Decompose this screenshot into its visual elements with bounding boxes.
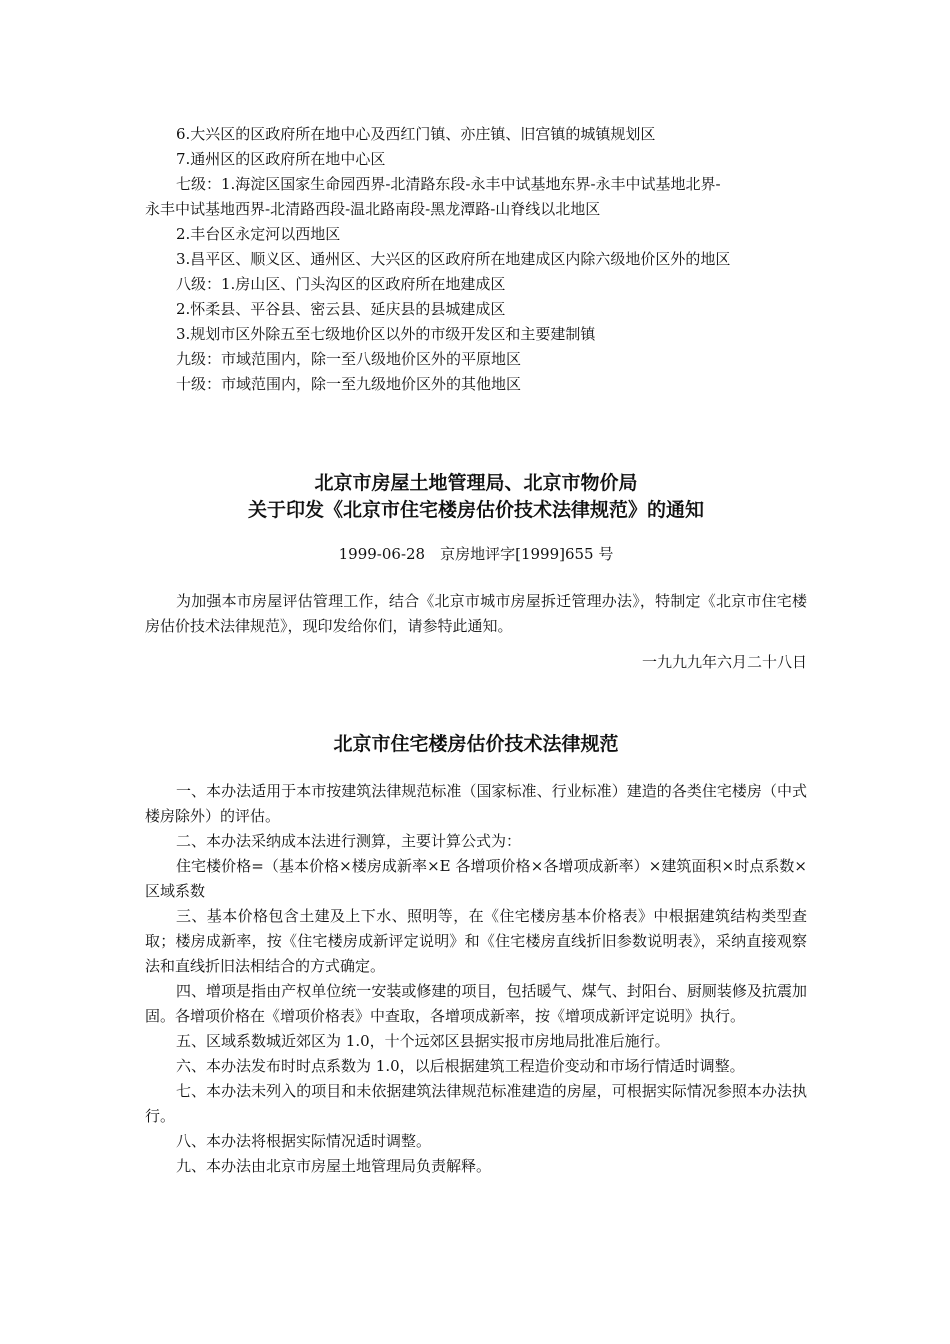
regulation-item: 八、本办法将根据实际情况适时调整。	[176, 1132, 432, 1150]
list-item: 2.怀柔县、平谷县、密云县、延庆县的县城建成区	[176, 300, 506, 318]
list-item: 九级：市域范围内，除一至八级地价区外的平原地区	[176, 350, 522, 368]
document-page	[145, 122, 807, 1179]
list-item: 七级：1.海淀区国家生命园西界-北清路东段-永丰中试基地东界-永丰中试基地北界-	[176, 175, 721, 193]
list-item: 永丰中试基地西界-北清路西段-温北路南段-黑龙潭路-山脊线以北地区	[145, 200, 601, 218]
notice-title-line1: 北京市房屋土地管理局、北京市物价局	[314, 472, 638, 494]
notice-meta: 1999-06-28 京房地评字[1999]655 号	[338, 545, 614, 563]
regulation-item: 四、增项是指由产权单位统一安装或修建的项目，包括暖气、煤气、封阳台、厨厕装修及抗震加固。各增项价格在《增项价格表》中查取，各增项成新率，按《增项成新评定说明》执行。	[145, 982, 807, 1025]
list-item: 2.丰台区永定河以西地区	[176, 225, 341, 243]
regulation-item: 七、本办法未列入的项目和未依据建筑法律规范标准建造的房屋，可根据实际情况参照本办法执行。	[145, 1082, 807, 1125]
regulation-title: 北京市住宅楼房估价技术法律规范	[333, 733, 619, 755]
regulation-item: 二、本办法采纳成本法进行测算，主要计算公式为：	[176, 832, 522, 850]
land-grade-list	[145, 122, 807, 397]
list-item: 7.通州区的区政府所在地中心区	[176, 150, 386, 168]
regulation-item: 住宅楼价格=（基本价格×楼房成新率×E 各增项价格×各增项成新率）×建筑面积×时点系数×区域系数	[145, 857, 807, 900]
list-item: 八级：1.房山区、门头沟区的区政府所在地建成区	[176, 275, 506, 293]
regulation-item: 六、本办法发布时时点系数为 1.0，以后根据建筑工程造价变动和市场行情适时调整。	[176, 1057, 745, 1075]
regulation-item: 九、本办法由北京市房屋土地管理局负责解释。	[176, 1157, 492, 1175]
list-item: 6.大兴区的区政府所在地中心及西红门镇、亦庄镇、旧宫镇的城镇规划区	[176, 125, 656, 143]
list-item: 十级：市域范围内，除一至九级地价区外的其他地区	[176, 375, 522, 393]
notice-body: 为加强本市房屋评估管理工作，结合《北京市城市房屋拆迁管理办法》，特制定《北京市住宅楼房估价技术法律规范》，现印发给你们，请参特此通知。	[145, 592, 807, 635]
list-item: 3.昌平区、顺义区、通州区、大兴区的区政府所在地建成区内除六级地价区外的地区	[176, 250, 731, 268]
notice-date: 一九九九年六月二十八日	[641, 653, 807, 671]
regulation-item: 一、本办法适用于本市按建筑法律规范标准（国家标准、行业标准）建造的各类住宅楼房（中式楼房除外）的评估。	[145, 782, 807, 825]
regulation-item: 三、基本价格包含土建及上下水、照明等，在《住宅楼房基本价格表》中根据建筑结构类型查取；楼房成新率，按《住宅楼房成新评定说明》和《住宅楼房直线折旧参数说明表》，采纳直接观察法和直线折旧法相结合的方式确定。	[145, 907, 807, 975]
notice-title-line2: 关于印发《北京市住宅楼房估价技术法律规范》的通知	[247, 499, 704, 521]
list-item: 3.规划市区外除五至七级地价区以外的市级开发区和主要建制镇	[176, 325, 596, 343]
regulation-item: 五、区域系数城近郊区为 1.0，十个远郊区县据实报市房地局批准后施行。	[176, 1032, 670, 1050]
regulation-items	[145, 779, 807, 1179]
